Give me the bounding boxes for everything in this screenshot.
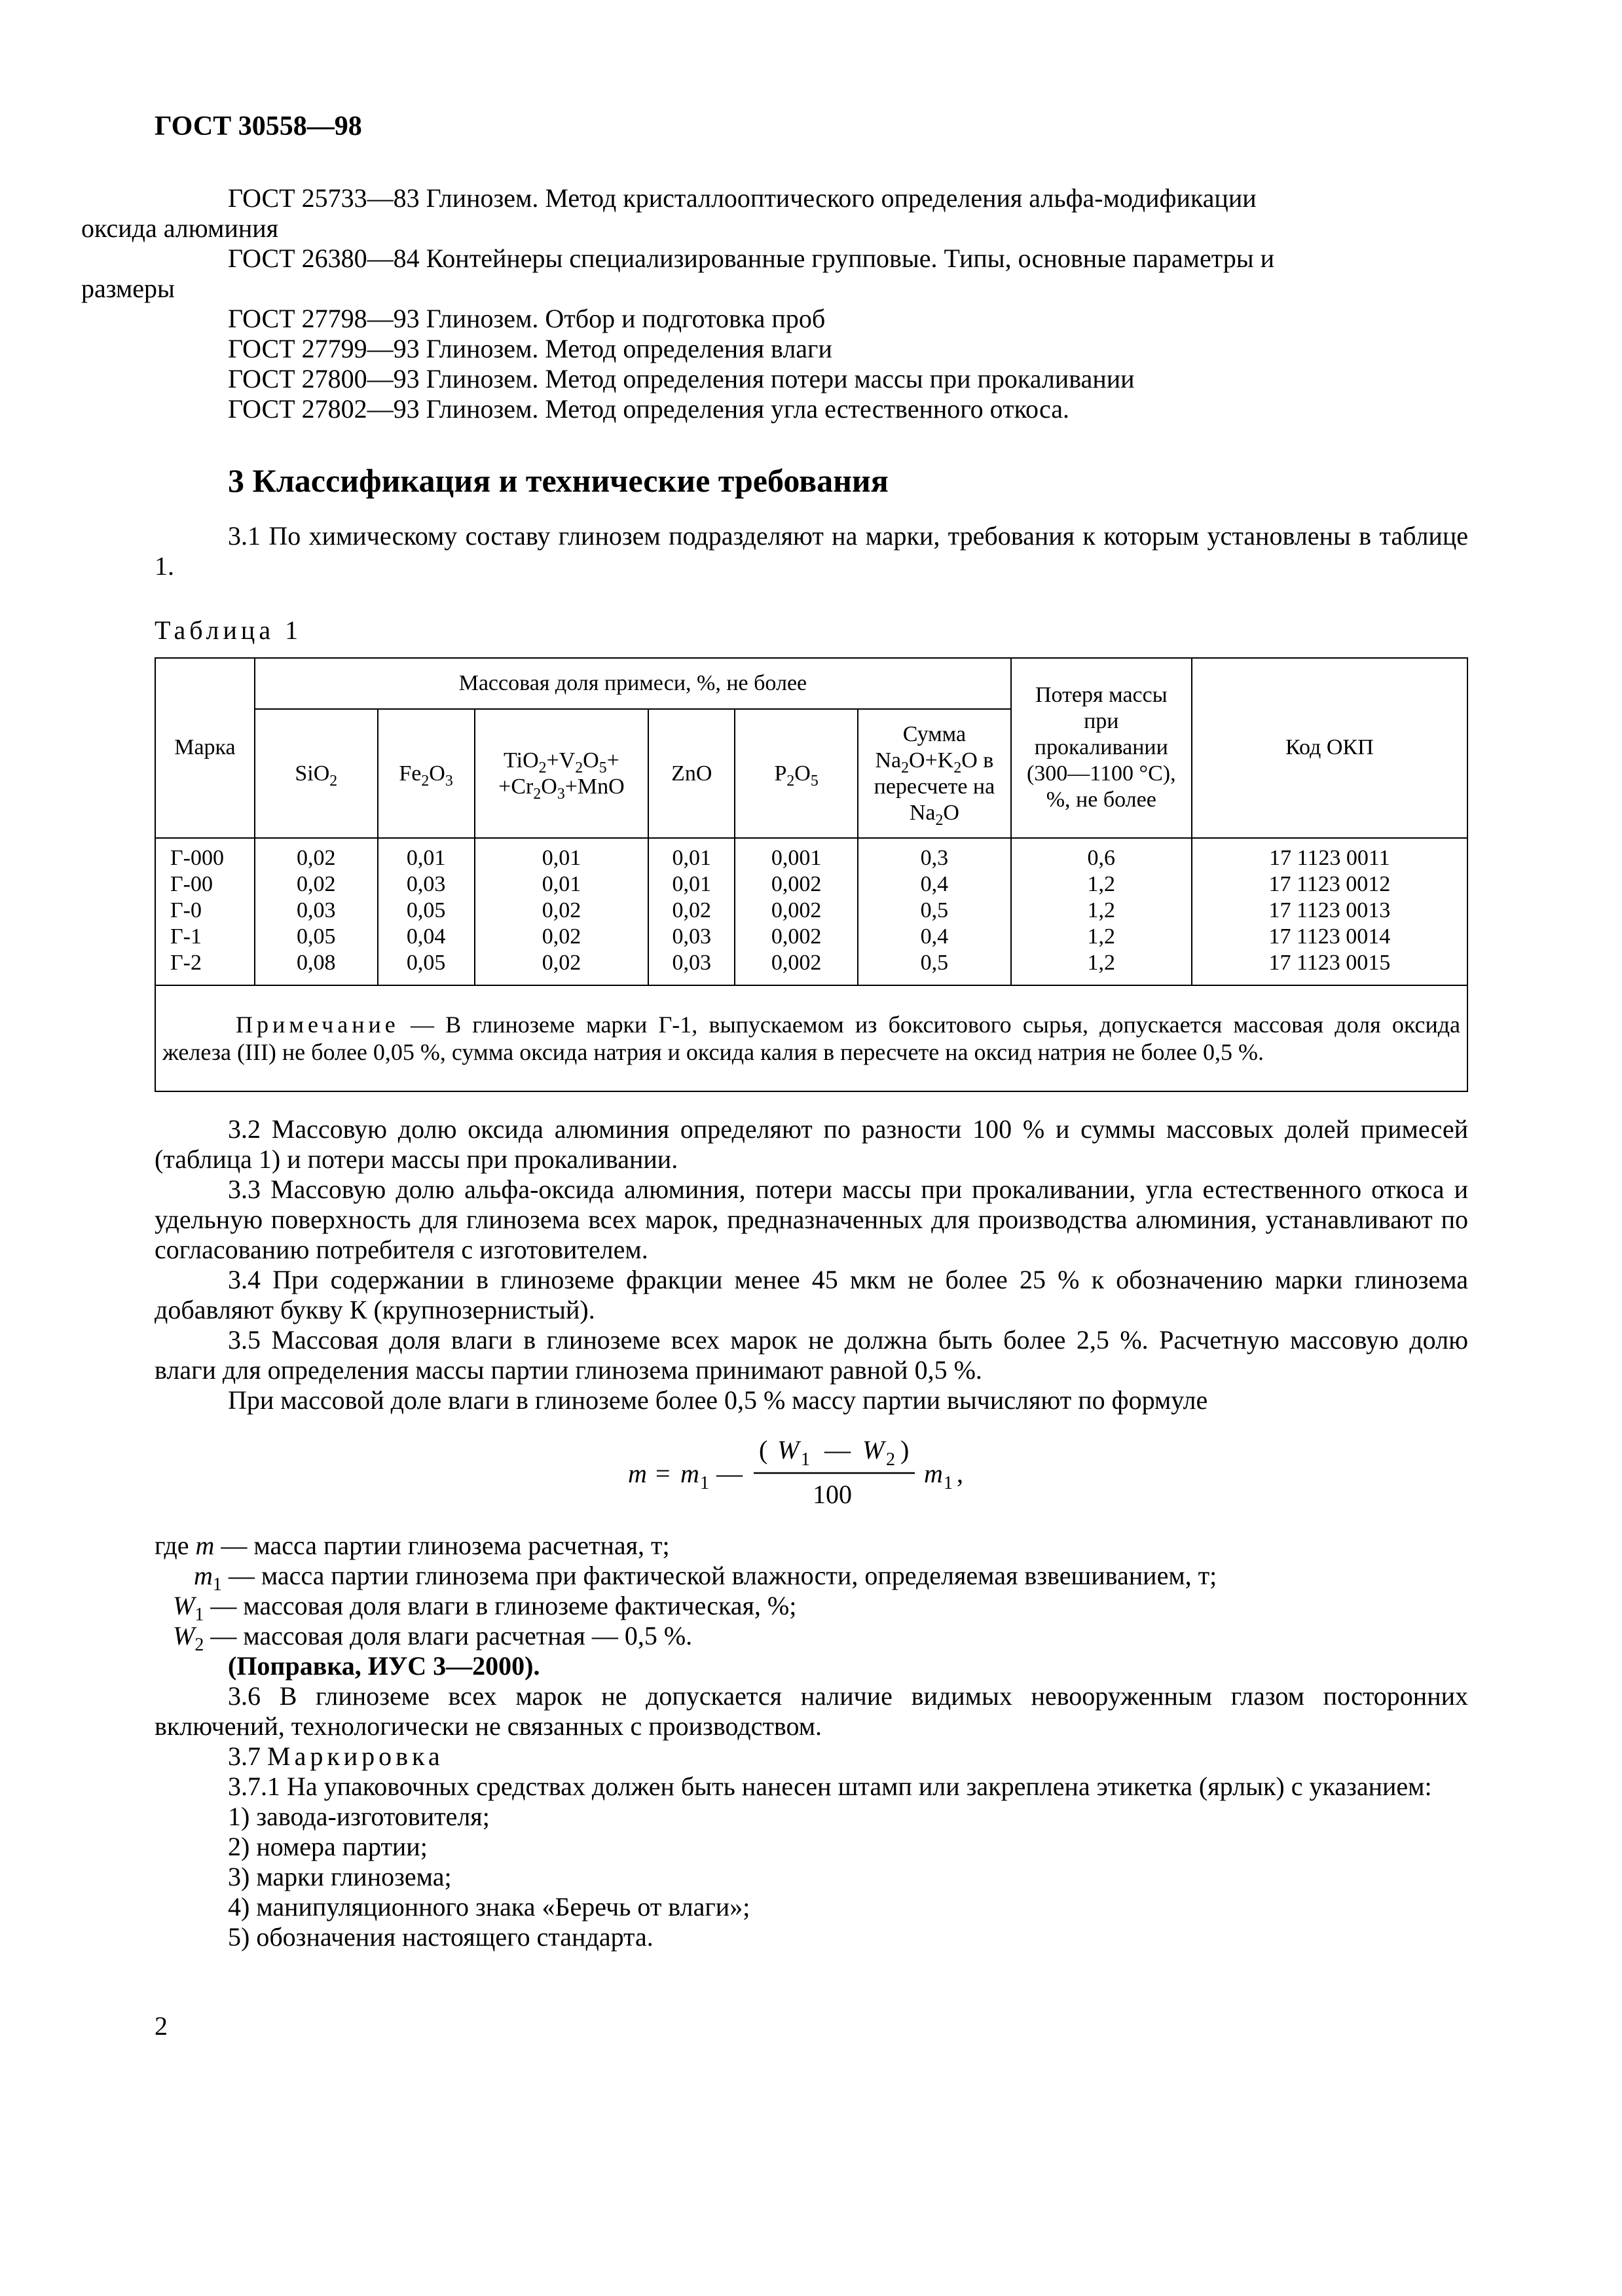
paragraph-3-3: 3.3 Массовую долю альфа-оксида алюминия, потери массы при прокаливании, угла естественного откоса и удельную поверхность для глинозема всех марок, предназначенных для производства алюминия, устанавливают по согласованию потребителя с изготовителем. [155, 1175, 1468, 1264]
column-tio2-group: 0,01 0,01 0,02 0,02 0,02 [475, 838, 649, 985]
svg-text:2: 2 [886, 1449, 895, 1470]
column-mark: Г-000 Г-00 Г-0 Г-1 Г-2 [155, 838, 255, 985]
document-body [155, 1114, 1468, 1952]
list-item: 1) завода-изготовителя; [228, 1802, 490, 1831]
table-caption: Таблица 1 [155, 615, 303, 645]
svg-text:W: W [777, 1435, 800, 1465]
column-p2o5: 0,001 0,002 0,002 0,002 0,002 [735, 838, 858, 985]
svg-text:—: — [824, 1435, 851, 1465]
svg-text:): ) [900, 1435, 910, 1465]
column-loss: 0,6 1,2 1,2 1,2 1,2 [1011, 838, 1192, 985]
where-line: $W_1$ — массовая доля влаги в глиноземе фактическая, %; [173, 1591, 797, 1625]
where-line: где m — масса партии глинозема расчетная, т; [155, 1531, 670, 1560]
page-number: 2 [155, 2011, 168, 2041]
header-code: Код ОКП [1192, 658, 1467, 838]
paragraph-3-2: 3.2 Массовую долю оксида алюминия определяют по разности 100 % и суммы массовых долей примесей (таблица 1) и потери массы при прокаливании. [155, 1114, 1468, 1174]
svg-text:1: 1 [944, 1473, 953, 1493]
where-line: $m_1$ — масса партии глинозема при фактической влажности, определяемая взвешиванием, т; [194, 1561, 1217, 1595]
reference-item: ГОСТ 25733—83 Глинозем. Метод кристаллооптического определения альфа-модификации оксида алюминия [81, 183, 1257, 243]
column-code: 17 1123 0011 17 1123 0012 17 1123 0013 17 1123 0014 17 1123 0015 [1192, 838, 1467, 985]
svg-text:,: , [957, 1459, 963, 1488]
table-note [155, 985, 1467, 1092]
reference-item: ГОСТ 26380—84 Контейнеры специализированные групповые. Типы, основные параметры и размеры [81, 244, 1274, 303]
mass-formula [155, 1430, 1468, 1516]
svg-text:m: m [628, 1459, 647, 1488]
header-sum: Сумма $Na_2O+K_2O$ в пересчете на $Na_2O$ [858, 709, 1011, 838]
svg-text:W: W [862, 1435, 885, 1465]
reference-item: ГОСТ 27798—93 Глинозем. Отбор и подготовка проб [228, 304, 826, 333]
paragraph-3-7: 3.7 Маркировка [228, 1741, 444, 1771]
document-header: ГОСТ 30558—98 [155, 111, 362, 141]
paragraph-text: 3.1 По химическому составу глинозем подразделяют на марки, требования к которым установлены в таблице 1. [155, 521, 1468, 581]
formula-graphic [602, 1430, 1021, 1516]
svg-text:(: ( [759, 1435, 768, 1465]
note-text: — В глиноземе марки Г-1, выпускаемом из бокситового сырья, допускается массовая доля оксида железа (III) не более 0,05 %, сумма оксида натрия и оксида калия в пересчете на оксид натрия не более 0,5 %. [162, 1011, 1460, 1065]
list-item: 4) манипуляционного знака «Беречь от влаги»; [228, 1892, 750, 1922]
where-line: $W_2$ — массовая доля влаги расчетная — 0,5 %. [173, 1621, 693, 1655]
references-list [81, 183, 1468, 424]
svg-text:1: 1 [700, 1473, 709, 1493]
composition-table [155, 657, 1468, 1092]
header-loss: Потеря массы при прокаливании (300—1100 °С), %, не более [1011, 658, 1192, 838]
svg-text:m: m [924, 1459, 943, 1488]
header-p2o5: $P_2O_5$ [735, 709, 858, 838]
list-item: 3) марки глинозема; [228, 1862, 452, 1891]
amendment-note: (Поправка, ИУС 3—2000). [228, 1651, 540, 1681]
svg-text:—: — [716, 1459, 743, 1488]
list-item: 2) номера партии; [228, 1832, 428, 1861]
reference-item: ГОСТ 27802—93 Глинозем. Метод определения угла естественного откоса. [228, 394, 1070, 424]
column-sio2: 0,02 0,02 0,03 0,05 0,08 [255, 838, 378, 985]
table-body-row [155, 838, 1467, 985]
header-zno: ZnO [648, 709, 735, 838]
reference-item: ГОСТ 27799—93 Глинозем. Метод определения влаги [228, 334, 832, 363]
paragraph-3-4: 3.4 При содержании в глиноземе фракции менее 45 мкм не более 25 % к обозначению марки глинозема добавляют букву К (крупнозернистый). [155, 1265, 1468, 1324]
section-title: 3 Классификация и технические требования [228, 462, 889, 499]
paragraph-3-5-formula-intro: При массовой доле влаги в глиноземе более 0,5 % массу партии вычисляют по формуле [228, 1385, 1208, 1415]
header-sio2: SiO$_2$ [255, 709, 378, 838]
svg-text:1: 1 [801, 1449, 810, 1470]
header-impurities: Массовая доля примеси, %, не более [255, 658, 1011, 709]
svg-text:m: m [680, 1459, 699, 1488]
formula-denominator: 100 [813, 1480, 852, 1509]
header-mark: Марка [155, 658, 255, 838]
paragraph-3-5: 3.5 Массовая доля влаги в глиноземе всех марок не должна быть более 2,5 %. Расчетную массовую долю влаги для определения массы партии глинозема принимают равной 0,5 %. [155, 1325, 1468, 1385]
header-fe2o3: $Fe_2O_3$ [378, 709, 475, 838]
column-zno: 0,01 0,01 0,02 0,03 0,03 [648, 838, 735, 985]
svg-text:=: = [655, 1459, 671, 1488]
column-fe2o3: 0,01 0,03 0,05 0,04 0,05 [378, 838, 475, 985]
note-label: Примечание [236, 1011, 399, 1038]
list-item: 5) обозначения настоящего стандарта. [228, 1922, 654, 1952]
column-sum: 0,3 0,4 0,5 0,4 0,5 [858, 838, 1011, 985]
reference-item: ГОСТ 27800—93 Глинозем. Метод определения потери массы при прокаливании [228, 364, 1135, 393]
paragraph-3-1 [155, 521, 1468, 581]
header-tio2-group: $TiO_2+V_2O_5+$ $+Cr_2O_3+MnO$ [475, 709, 649, 838]
paragraph-3-7-1: 3.7.1 На упаковочных средствах должен быть нанесен штамп или закреплена этикетка (ярлык) с указанием: [228, 1772, 1432, 1801]
paragraph-3-6: 3.6 В глиноземе всех марок не допускается наличие видимых невооруженным глазом посторонних включений, технологически не связанных с производством. [155, 1681, 1468, 1741]
